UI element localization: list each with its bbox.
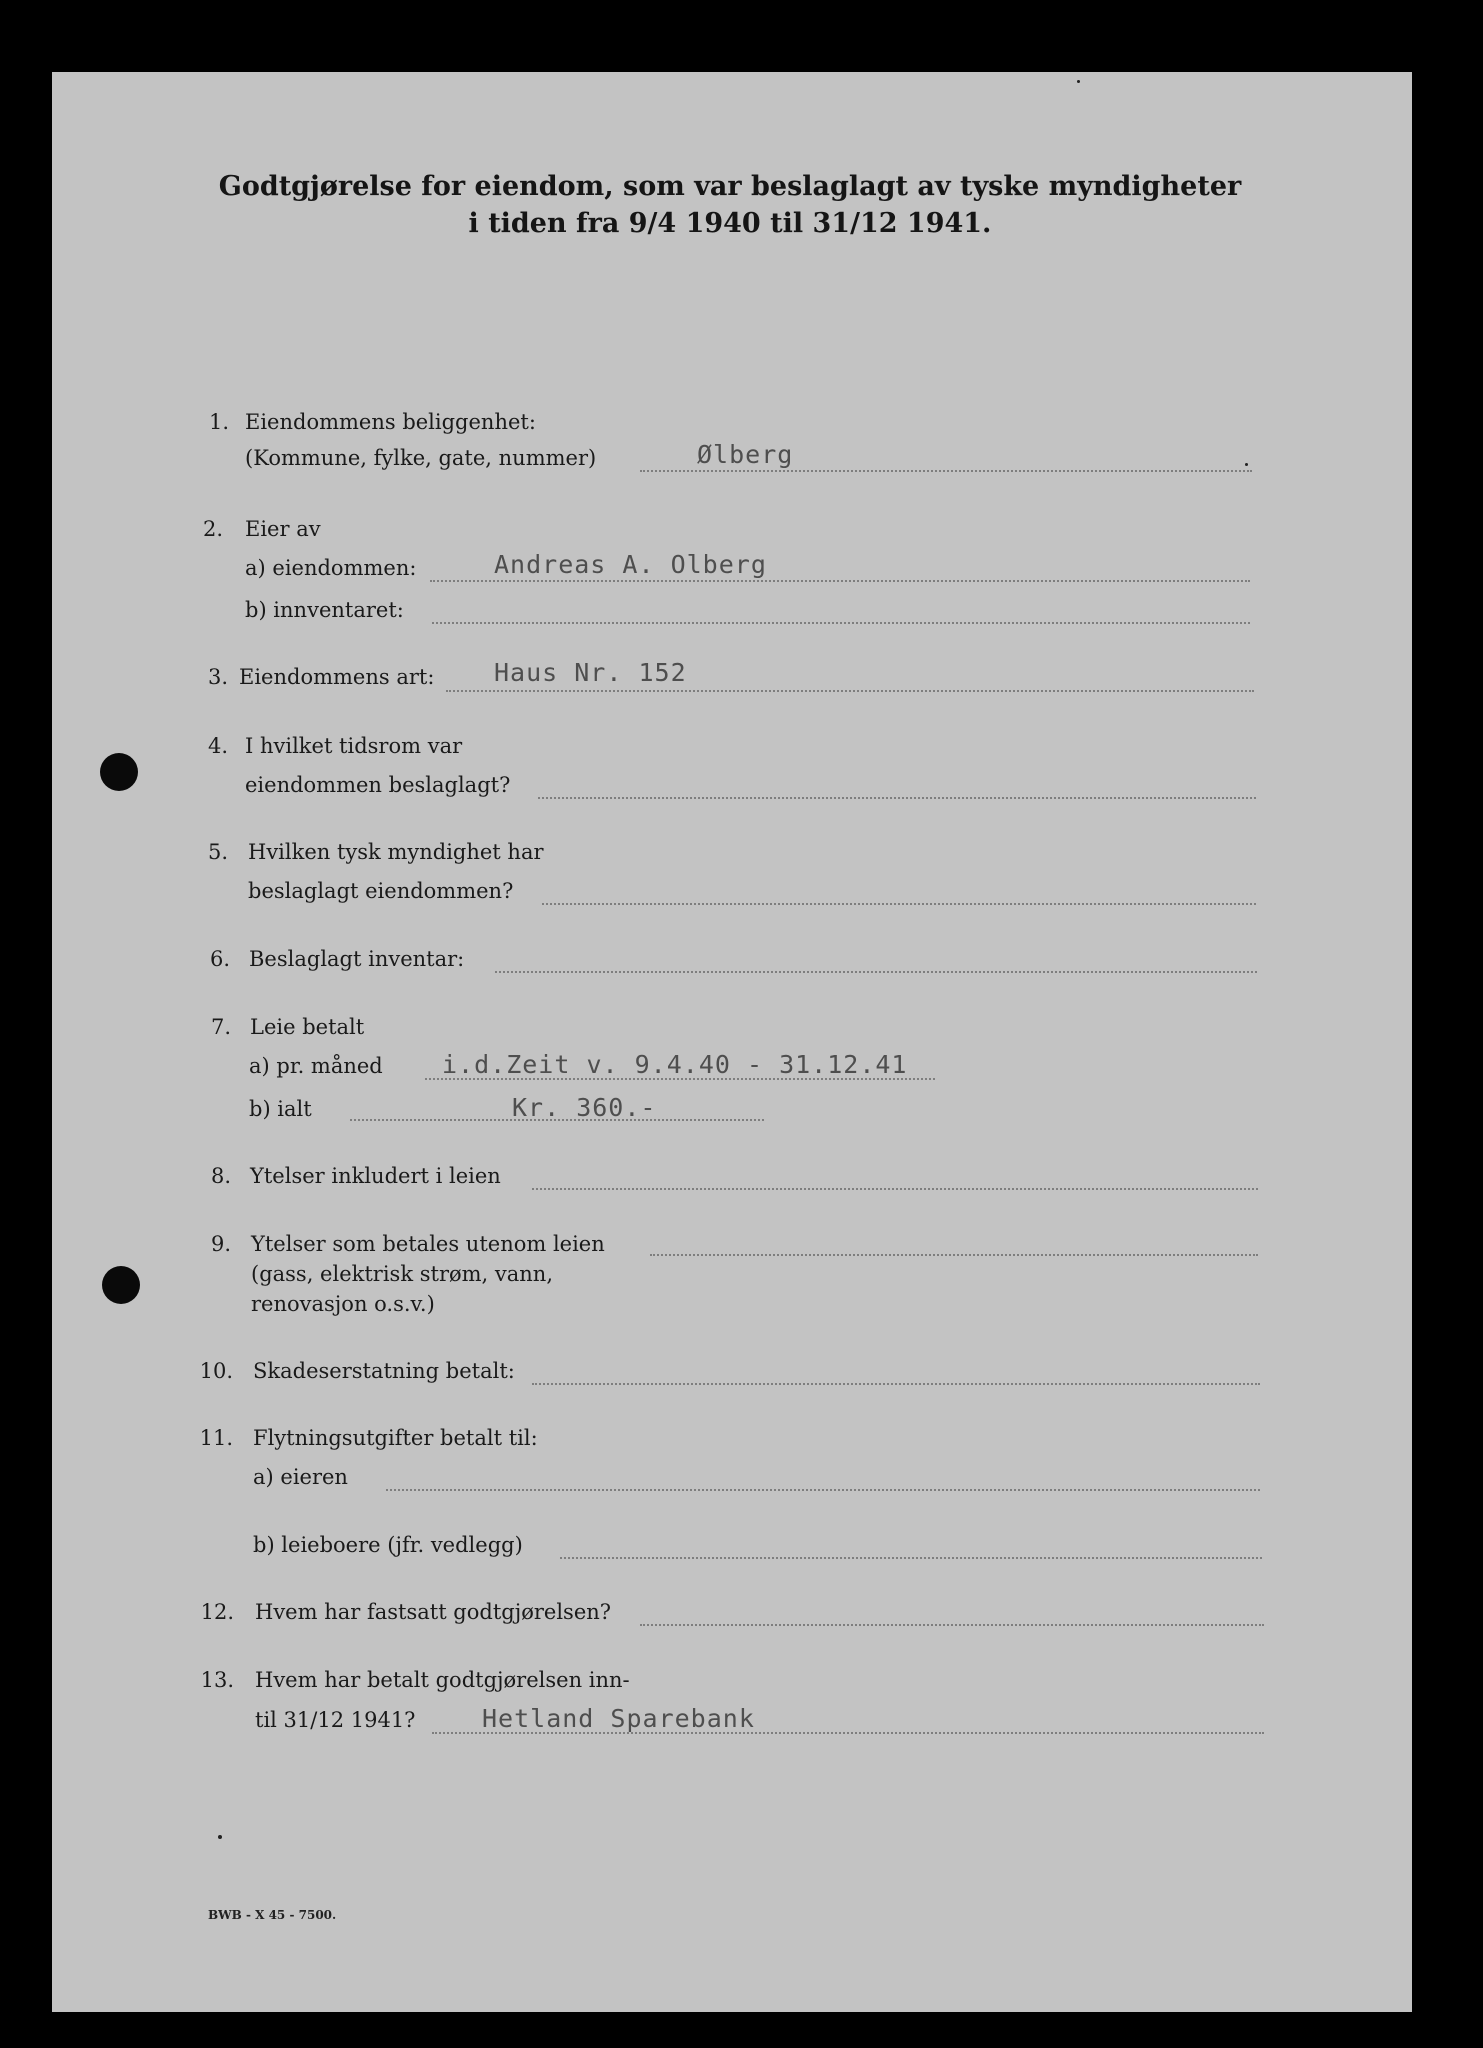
item-8-label: Ytelser inkludert i leien bbox=[250, 1164, 501, 1188]
item-7a-label: a) pr. måned bbox=[249, 1054, 383, 1078]
item-10-label: Skadeserstatning betalt: bbox=[253, 1359, 515, 1383]
item-11-label: Flytningsutgifter betalt til: bbox=[253, 1426, 538, 1450]
title-line-2: i tiden fra 9/4 1940 til 31/12 1941. bbox=[468, 208, 992, 239]
item-3-fill-line bbox=[446, 690, 1254, 692]
item-6-label: Beslaglagt inventar: bbox=[249, 947, 465, 971]
item-12-label: Hvem har fastsatt godtgjørelsen? bbox=[255, 1600, 612, 1624]
form-title bbox=[180, 168, 1280, 242]
item-2a-label: a) eiendommen: bbox=[245, 556, 417, 580]
item-10-fill-line bbox=[532, 1383, 1260, 1385]
item-8-fill-line bbox=[532, 1188, 1258, 1190]
item-9-sublabel-1: (gass, elektrisk strøm, vann, bbox=[251, 1262, 553, 1286]
item-6-number: 6. bbox=[209, 947, 230, 971]
item-4-number: 4. bbox=[207, 734, 228, 758]
item-5-number: 5. bbox=[207, 840, 228, 864]
item-5-label: Hvilken tysk myndighet har bbox=[248, 840, 544, 864]
item-2a-fill-line bbox=[430, 580, 1250, 582]
item-7a-value: i.d.Zeit v. 9.4.40 - 31.12.41 bbox=[442, 1050, 908, 1079]
item-1-label: Eiendommens beliggenhet: bbox=[245, 410, 536, 434]
item-13-number: 13. bbox=[200, 1668, 234, 1692]
item-2a-value: Andreas A. Olberg bbox=[494, 550, 767, 579]
item-13-label: Hvem har betalt godtgjørelsen inn- bbox=[255, 1668, 630, 1692]
item-13-sublabel: til 31/12 1941? bbox=[255, 1708, 416, 1732]
punch-hole-top bbox=[100, 753, 138, 791]
item-11b-fill-line bbox=[560, 1557, 1262, 1559]
item-6-fill-line bbox=[495, 971, 1257, 973]
item-4-label: I hvilket tidsrom var bbox=[245, 734, 463, 758]
item-4-fill-line bbox=[538, 797, 1256, 799]
item-10-number: 10. bbox=[199, 1359, 233, 1383]
item-7b-value: Kr. 360.- bbox=[512, 1093, 657, 1122]
item-12-fill-line bbox=[640, 1624, 1264, 1626]
title-line-1: Godtgjørelse for eiendom, som var beslaglagt av tyske myndigheter bbox=[218, 171, 1242, 202]
item-7-number: 7. bbox=[210, 1015, 231, 1039]
item-1-number: 1. bbox=[208, 410, 229, 434]
item-9-sublabel-2: renovasjon o.s.v.) bbox=[251, 1292, 435, 1316]
item-8-number: 8. bbox=[210, 1164, 231, 1188]
item-7b-label: b) ialt bbox=[249, 1097, 312, 1121]
item-5-sublabel: beslaglagt eiendommen? bbox=[248, 879, 514, 903]
item-2b-label: b) innventaret: bbox=[245, 598, 404, 622]
item-2b-fill-line bbox=[432, 622, 1250, 624]
ink-speck bbox=[1077, 80, 1080, 83]
item-2-label: Eier av bbox=[245, 517, 321, 541]
item-5-fill-line bbox=[542, 903, 1256, 905]
item-11b-label: b) leieboere (jfr. vedlegg) bbox=[253, 1533, 523, 1557]
form-print-code: BWB - X 45 - 7500. bbox=[208, 1908, 337, 1922]
punch-hole-bottom bbox=[102, 1266, 140, 1304]
item-11a-label: a) eieren bbox=[253, 1465, 348, 1489]
item-1-value: Ølberg bbox=[697, 440, 794, 469]
item-2-number: 2. bbox=[202, 517, 223, 541]
item-7-label: Leie betalt bbox=[250, 1015, 365, 1039]
item-11a-fill-line bbox=[386, 1489, 1260, 1491]
item-11-number: 11. bbox=[199, 1426, 233, 1450]
item-1-sublabel: (Kommune, fylke, gate, nummer) bbox=[245, 446, 597, 470]
item-3-label: Eiendommens art: bbox=[239, 665, 435, 689]
ink-speck bbox=[1245, 463, 1248, 466]
ink-speck bbox=[218, 1835, 222, 1839]
item-12-number: 12. bbox=[200, 1600, 234, 1624]
item-1-fill-line bbox=[640, 470, 1252, 472]
item-9-label: Ytelser som betales utenom leien bbox=[251, 1232, 605, 1256]
item-9-number: 9. bbox=[210, 1232, 231, 1256]
item-3-number: 3. bbox=[207, 665, 228, 689]
item-9-fill-line bbox=[650, 1254, 1258, 1256]
item-3-value: Haus Nr. 152 bbox=[494, 658, 687, 687]
item-13-value: Hetland Sparebank bbox=[482, 1704, 755, 1733]
item-4-sublabel: eiendommen beslaglagt? bbox=[245, 773, 511, 797]
